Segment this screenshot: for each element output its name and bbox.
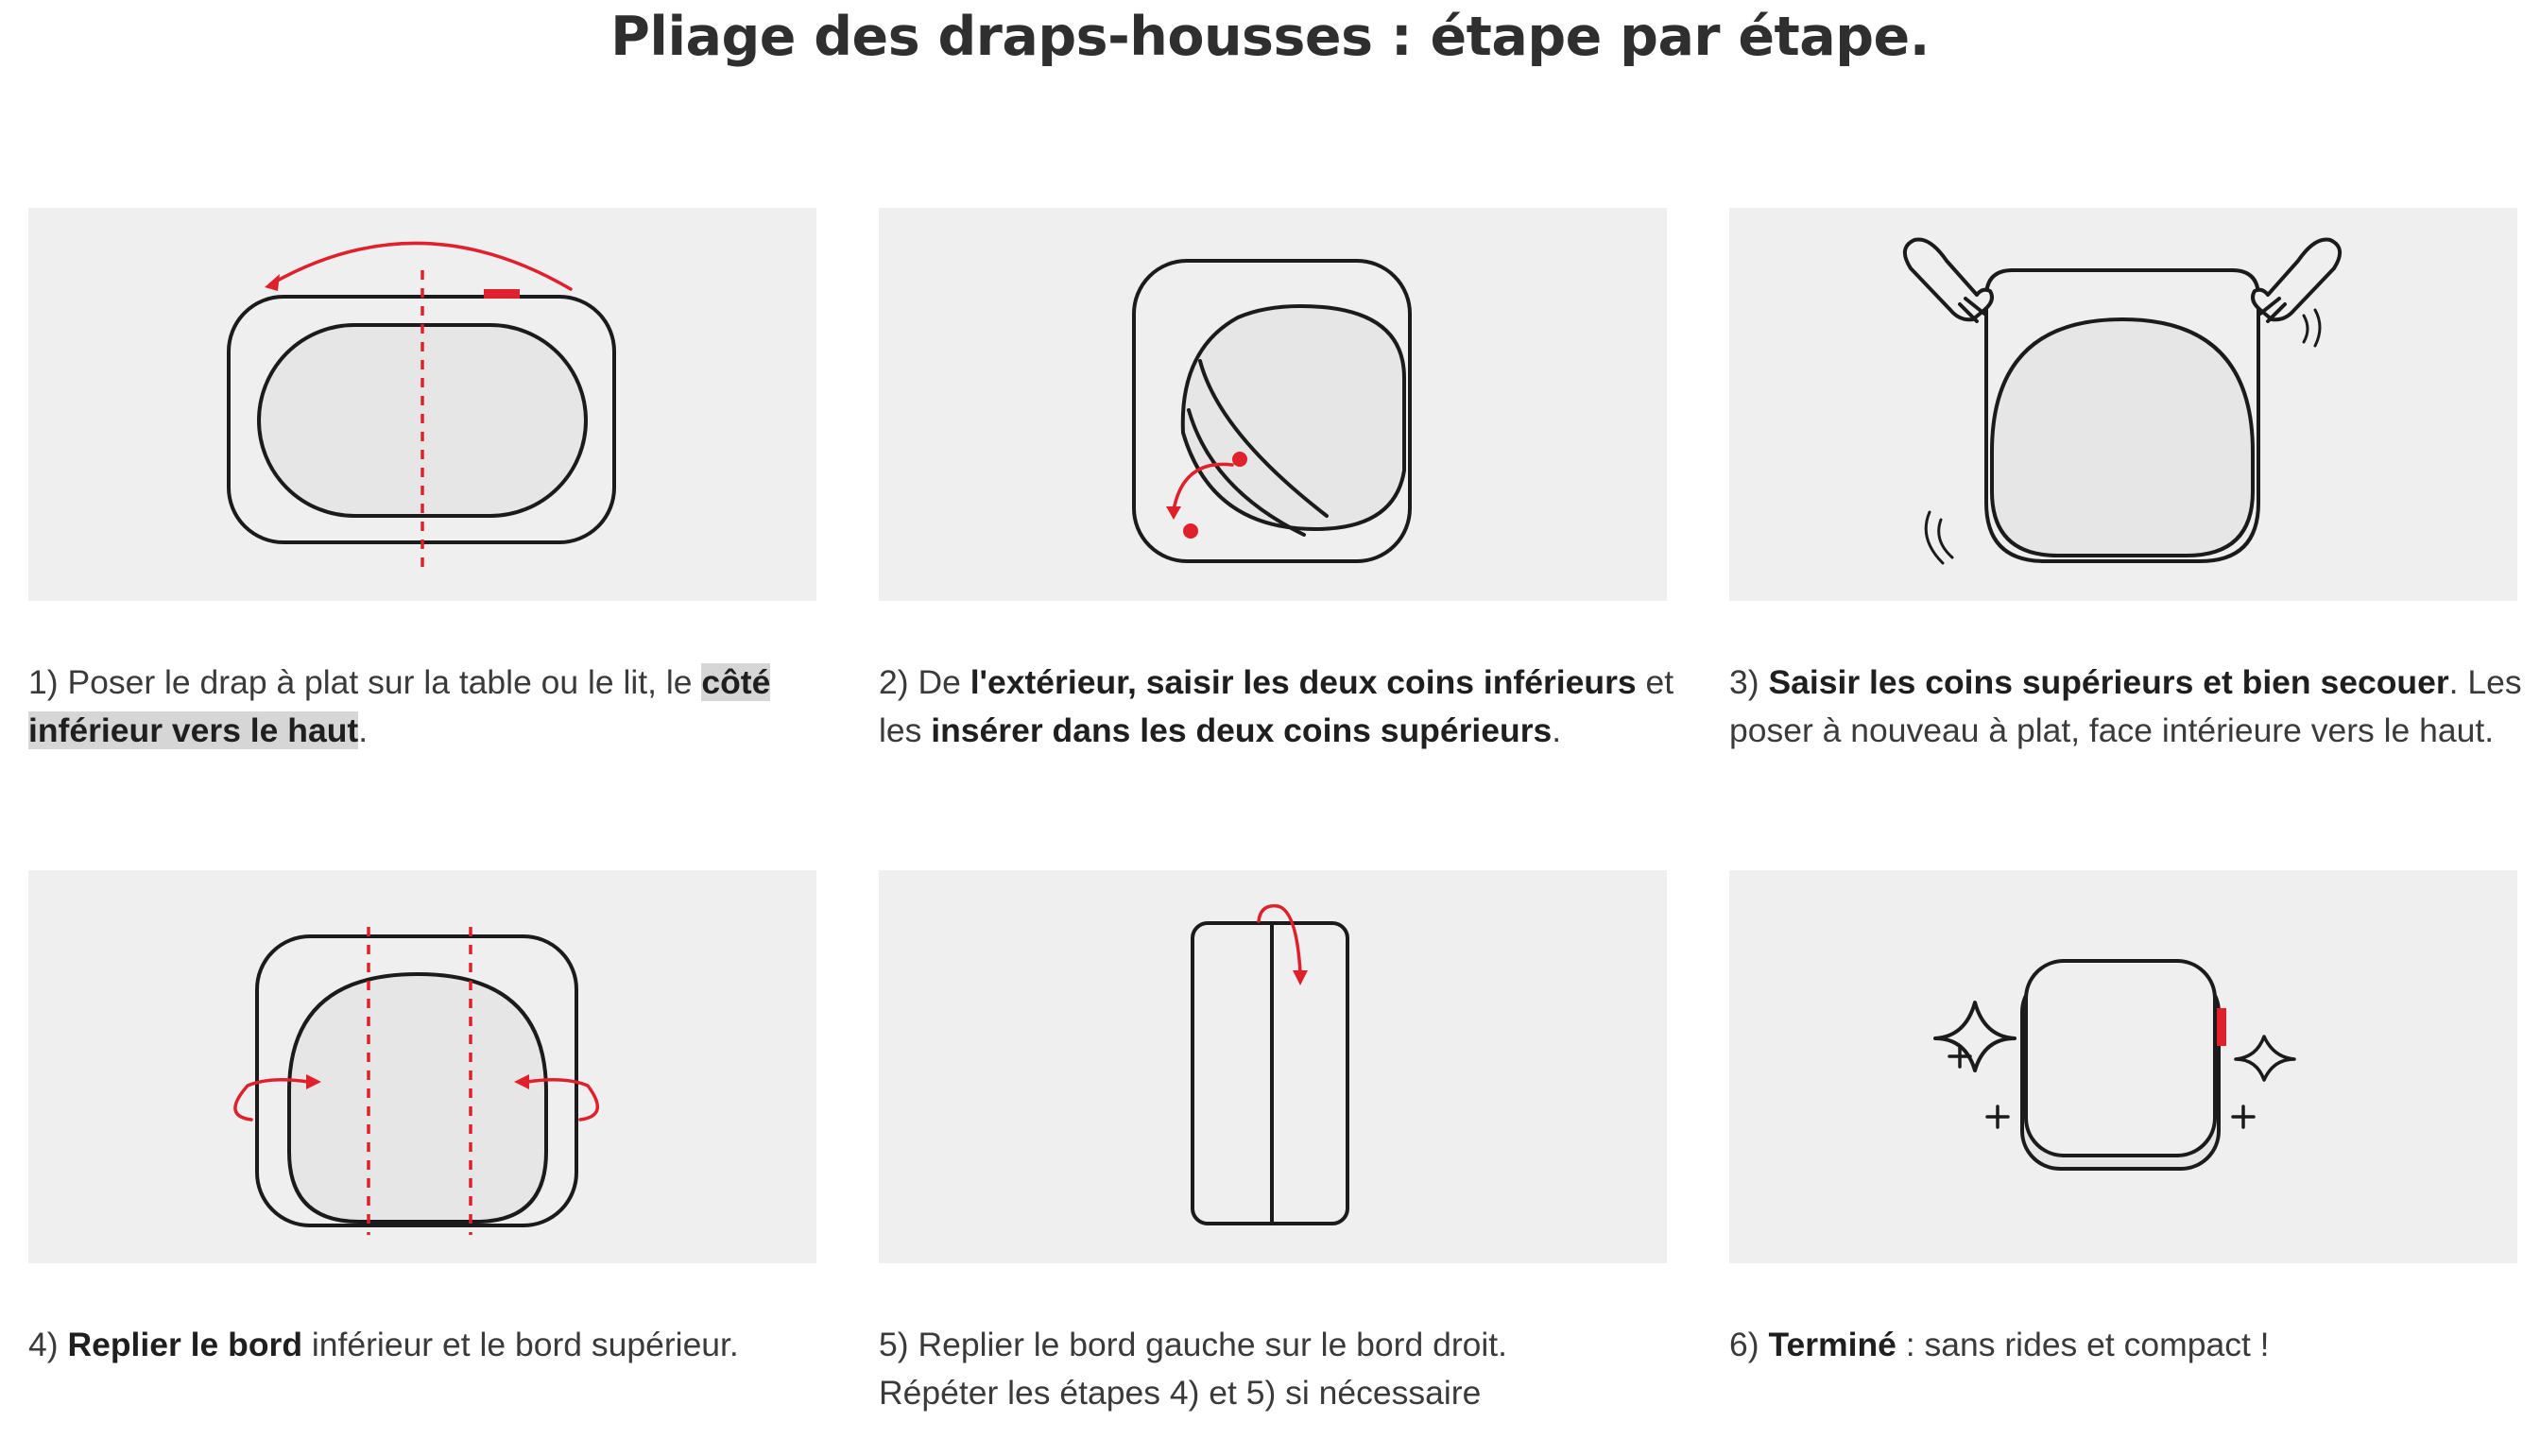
emphasis: Terminé	[1768, 1326, 1896, 1363]
step-4-illustration	[28, 870, 816, 1263]
step-1-illustration	[28, 208, 816, 601]
step-2-caption: 2) De l'extérieur, saisir les deux coins inférieurs et les insérer dans les deux coins supérieurs.	[879, 663, 1674, 749]
step-5-illustration	[879, 870, 1667, 1263]
step-5-caption: 5) Replier le bord gauche sur le bord droit. Répéter les étapes 4) et 5) si nécessaire	[879, 1326, 1508, 1412]
emphasis: côté inférieur vers le haut	[28, 663, 771, 749]
step-3-illustration	[1729, 208, 2517, 601]
emphasis: Replier le bord	[67, 1326, 303, 1363]
step-4-caption: 4) Replier le bord inférieur et le bord supérieur.	[28, 1326, 739, 1363]
step-number: 6)	[1729, 1326, 1759, 1363]
emphasis: insérer dans les deux coins supérieurs	[931, 711, 1553, 749]
step-3-caption: 3) Saisir les coins supérieurs et bien secouer. Les poser à nouveau à plat, face intérieure vers le haut.	[1729, 663, 2522, 749]
page-title: Pliage des draps-housses : étape par étape.	[610, 6, 1930, 68]
step-6-illustration	[1729, 870, 2517, 1263]
step-2-illustration	[879, 208, 1667, 601]
emphasis: Saisir les coins supérieurs et bien secouer	[1768, 663, 2449, 701]
step-number: 2)	[879, 663, 909, 701]
step-number: 4)	[28, 1326, 59, 1363]
step-number: 1)	[28, 663, 59, 701]
step-number: 5)	[879, 1326, 909, 1363]
emphasis: l'extérieur, saisir les deux coins inférieurs	[970, 663, 1637, 701]
step-6-caption: 6) Terminé : sans rides et compact !	[1729, 1326, 2270, 1363]
step-1-caption: 1) Poser le drap à plat sur la table ou le lit, le côté inférieur vers le haut.	[28, 663, 771, 749]
step-number: 3)	[1729, 663, 1759, 701]
